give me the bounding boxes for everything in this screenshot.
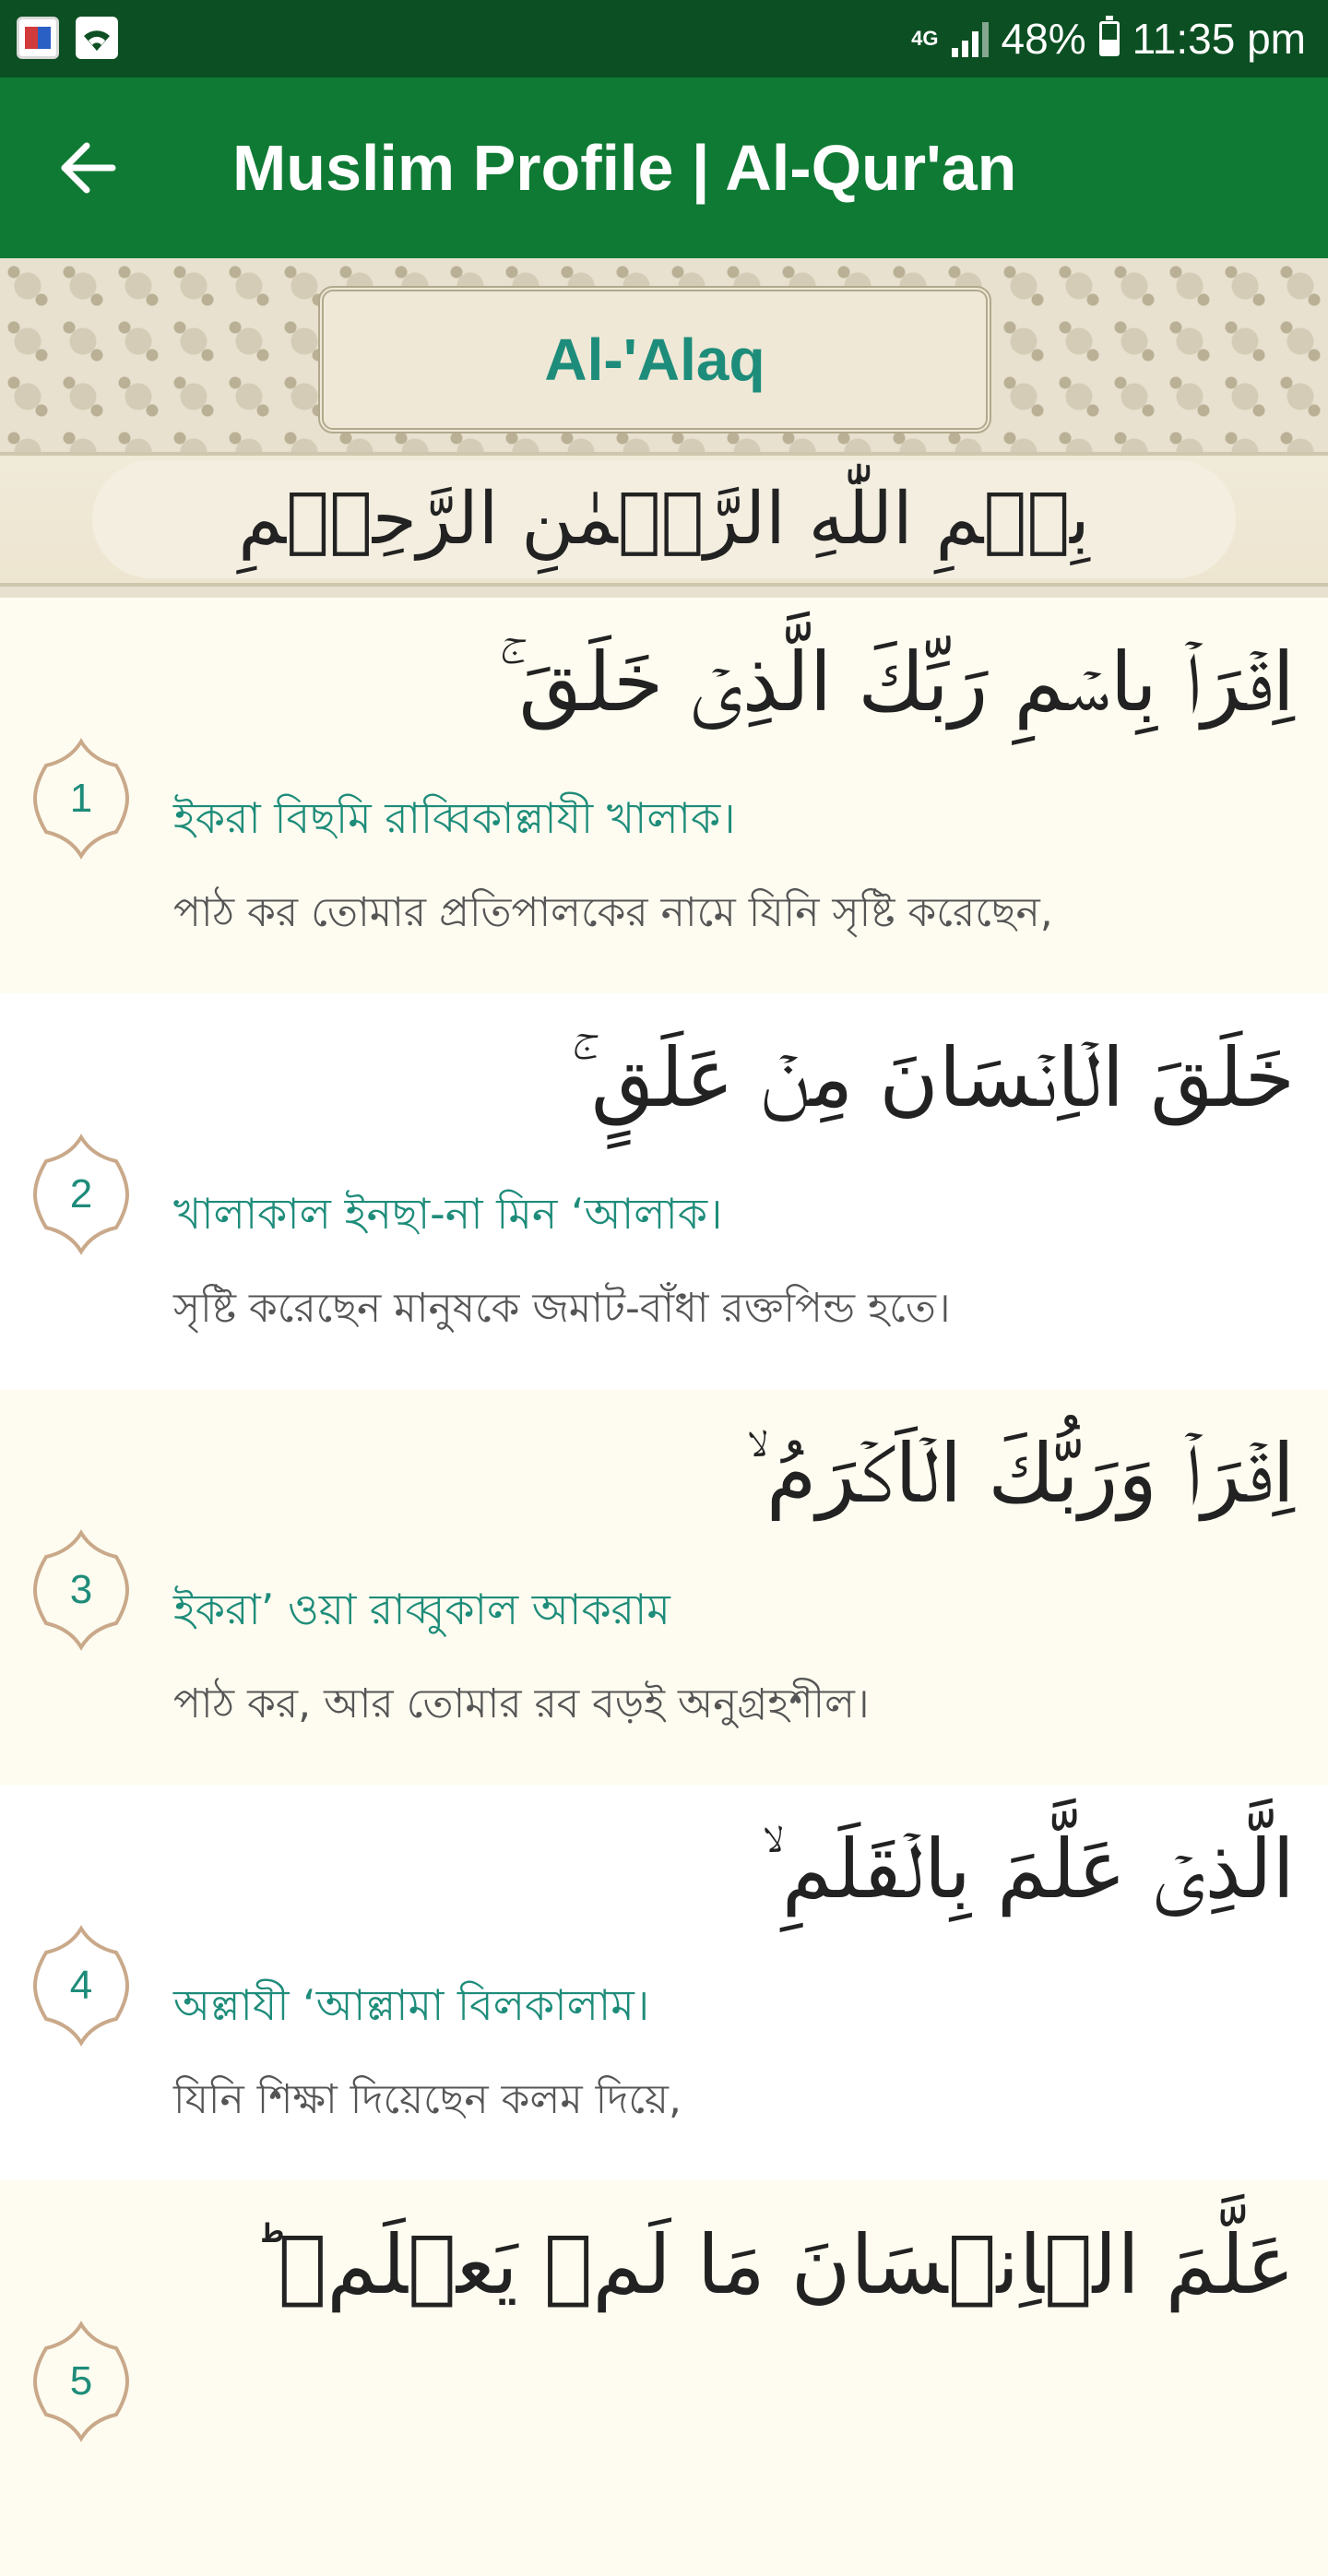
arrow-left-icon [52, 131, 125, 205]
ayah-number: 5 [69, 2358, 93, 2404]
verse-arabic: خَلَقَ الۡاِنۡسَانَ مِنۡ عَلَقٍ ۚ [570, 1030, 1295, 1125]
verse-arabic: اِقۡرَاۡ وَرَبُّكَ الۡاَكۡرَمُ ۙ [745, 1426, 1295, 1521]
app-bar [0, 77, 1328, 258]
verse-transliteration: ইকরা বিছমি রাব্বিকাল্লাযী খালাক। [173, 793, 736, 843]
verse-transliteration: অল্লাযী ‘আল্লামা বিলকালাম। [173, 1980, 650, 2030]
verse-translation: পাঠ কর, আর তোমার রব বড়ই অনুগ্রহশীল। [173, 1680, 870, 1727]
verse-list[interactable] [0, 598, 1328, 2404]
verse-translation: পাঠ কর তোমার প্রতিপালকের নামে যিনি সৃষ্টি করেছেন, [173, 889, 1053, 936]
bismillah-frame [92, 460, 1236, 578]
ayah-number: 3 [69, 1567, 93, 1612]
bismillah-band [0, 452, 1328, 587]
ayah-number: 1 [69, 776, 93, 821]
ayah-number-badge [31, 1925, 131, 2047]
verse-arabic: عَلَّمَ الۡاِنۡسَانَ مَا لَمۡ يَعۡلَمۡ ؕ [252, 2217, 1295, 2312]
verse-translation: যিনি শিক্ষা দিয়েছেন কলম দিয়ে, [173, 2076, 682, 2123]
surah-header [0, 258, 1328, 598]
battery-percent: 48% [1001, 15, 1086, 63]
verse-item[interactable] [0, 1785, 1328, 2180]
page-title: Muslim Profile | Al-Qur'an [232, 132, 1017, 204]
status-bar [0, 0, 1328, 77]
verse-item[interactable] [0, 1389, 1328, 1785]
clock: 11:35 pm [1132, 15, 1306, 63]
verse-arabic: اِقۡرَاۡ بِاسۡمِ رَبِّكَ الَّذِىۡ خَلَقَ ۚ [498, 635, 1295, 730]
network-type-label: 4G [911, 27, 939, 50]
battery-icon [1099, 21, 1120, 56]
ayah-number-badge [31, 738, 131, 860]
ayah-number: 4 [69, 1963, 93, 2008]
signal-strength-icon [952, 20, 989, 57]
verse-item[interactable] [0, 598, 1328, 993]
ayah-number-badge [31, 1529, 131, 1651]
ayah-number-badge [31, 1134, 131, 1255]
back-button[interactable] [52, 131, 125, 205]
wifi-hotspot-notification-icon [76, 17, 118, 59]
verse-transliteration: খালাকাল ইনছা-না মিন ‘আলাক। [173, 1189, 723, 1239]
surah-name: Al-'Alaq [544, 326, 765, 393]
verse-transliteration: ইকরা’ ওয়া রাব্বুকাল আকরাম [173, 1585, 670, 1634]
verse-translation: সৃষ্টি করেছেন মানুষকে জমাট-বাঁধা রক্তপিন্ড হতে। [173, 1285, 951, 1332]
ayah-number-badge [31, 2321, 131, 2442]
verse-item[interactable] [0, 2180, 1328, 2576]
bismillah-calligraphy: بِسۡمِ اللّٰهِ الرَّحۡمٰنِ الرَّحِیۡمِ [238, 478, 1090, 561]
verse-arabic: الَّذِىۡ عَلَّمَ بِالۡقَلَمِ ۙ [761, 1822, 1295, 1917]
quran-app-notification-icon [17, 17, 59, 59]
verse-item[interactable] [0, 993, 1328, 1389]
surah-name-frame [318, 286, 991, 433]
ayah-number: 2 [69, 1171, 93, 1217]
